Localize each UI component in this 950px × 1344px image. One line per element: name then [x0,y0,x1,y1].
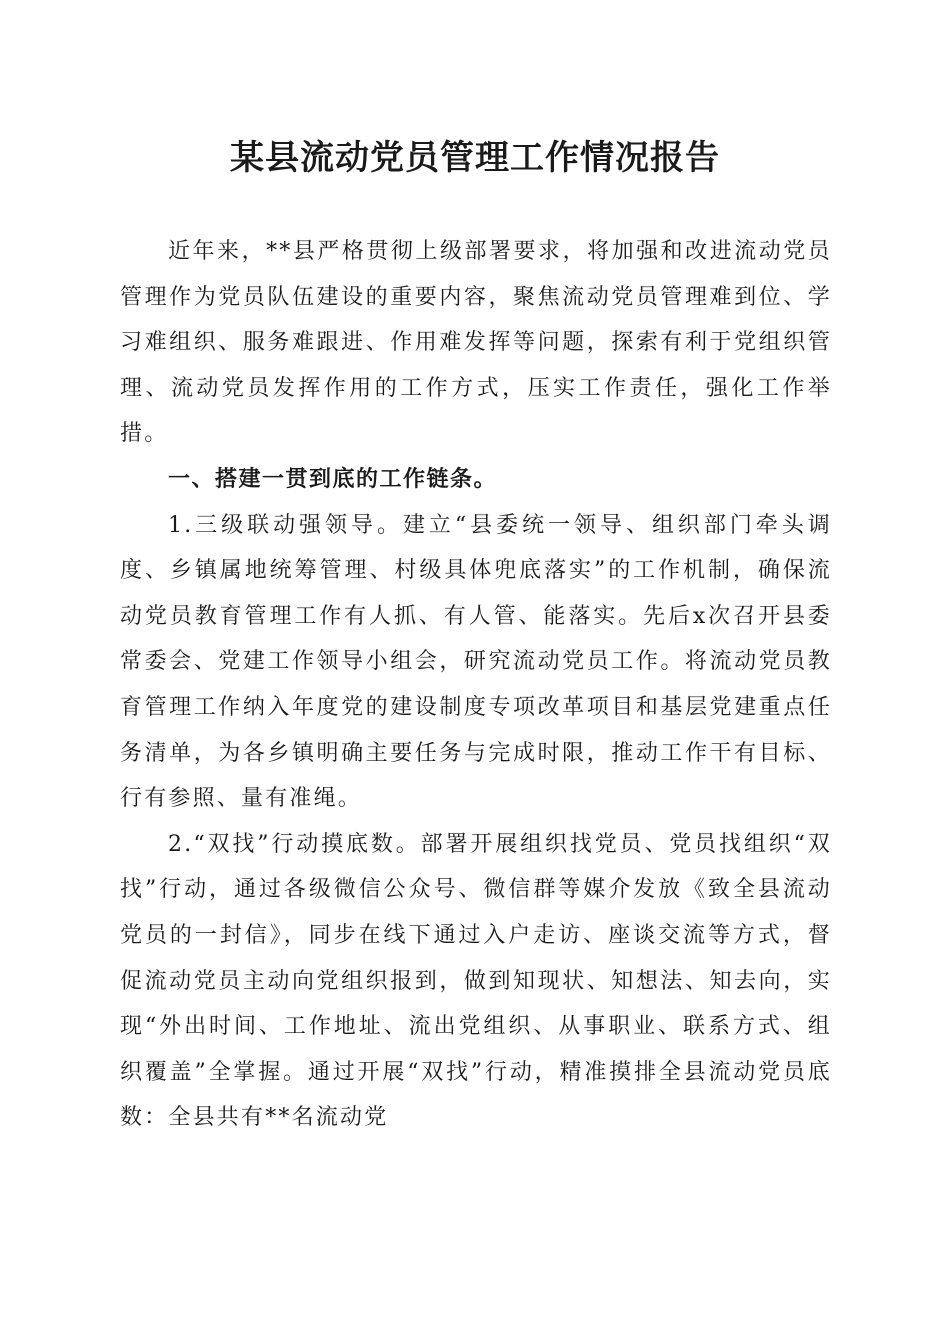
section-heading-1: 一、搭建一贯到底的工作链条。 [168,466,498,492]
item-paragraph-1: 1.三级联动强领导。建立“县委统一领导、组织部门牵头调度、乡镇属地统筹管理、村级具体兜底落实”的工作机制，确保流动党员教育管理工作有人抓、有人管、能落实。先后x次召开县委常委会、党建工作领导小组会，研究流动党员工作。将流动党员教育管理工作纳入年度党的建设制度专项改革项目和基层党建重点任务清单，为各乡镇明确主要任务与完成时限，推动工作干有目标、行有参照、量有准绳。 [120,512,832,812]
intro-paragraph: 近年来，**县严格贯彻上级部署要求，将加强和改进流动党员管理作为党员队伍建设的重要内容，聚焦流动党员管理难到位、学习难组织、服务难跟进、作用难发挥等问题，探索有利于党组织管理、流动党员发挥作用的工作方式，压实工作责任，强化工作举措。 [120,239,832,447]
document-body [120,229,832,1141]
item-paragraph-2: 2.“双找”行动摸底数。部署开展组织找党员、党员找组织“双找”行动，通过各级微信公众号、微信群等媒介发放《致全县流动党员的一封信》，同步在线下通过入户走访、座谈交流等方式，督促流动党员主动向党组织报到，做到知现状、知想法、知去向，实现“外出时间、工作地址、流出党组织、从事职业、联系方式、组织覆盖”全掌握。通过开展“双找”行动，精准摸排全县流动党员底数：全县共有**名流动党 [120,831,832,1131]
document-title: 某县流动党员管理工作情况报告 [230,138,720,178]
